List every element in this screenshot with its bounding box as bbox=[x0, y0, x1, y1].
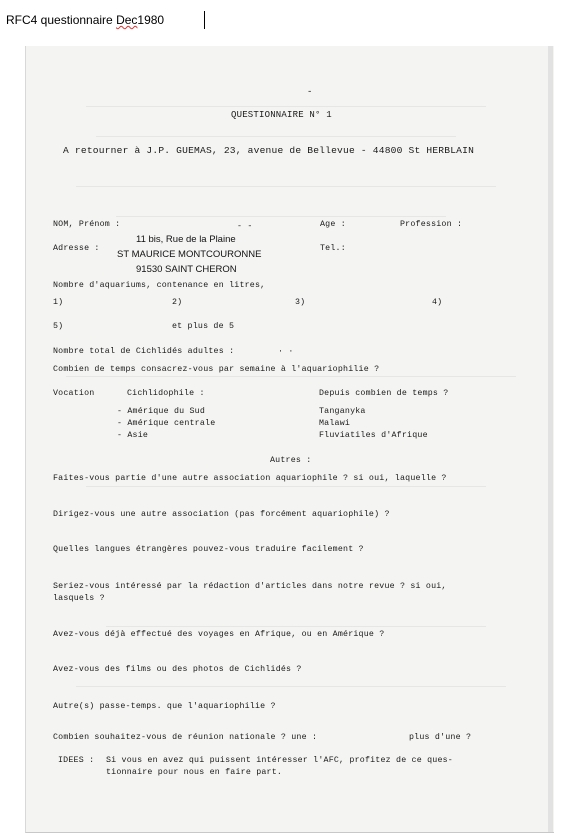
region-malawi: Malawi bbox=[319, 419, 351, 428]
question-articles-cont: lasquels ? bbox=[53, 594, 105, 603]
document-title: RFC4 questionnaire Dec1980 bbox=[6, 13, 165, 27]
scan-mark: - bbox=[307, 87, 313, 97]
aquarium-slot-4: 4) bbox=[432, 298, 443, 307]
reunion-option-plus: plus d'une ? bbox=[409, 733, 472, 742]
question-association: Faites-vous partie d'une autre association aquariophile ? si oui, laquelle ? bbox=[53, 474, 447, 483]
aquarium-slot-5: 5) bbox=[53, 322, 64, 331]
aquarium-slot-2: 2) bbox=[172, 298, 183, 307]
address-line-2: ST MAURICE MONTCOURONNE bbox=[117, 249, 262, 260]
region-fluviatiles: Fluviatiles d'Afrique bbox=[319, 431, 428, 440]
idees-line-2: tionnaire pour nous en faire part. bbox=[106, 768, 283, 777]
depuis-label: Depuis combien de temps ? bbox=[319, 389, 449, 398]
cichlides-total-label: Nombre total de Cichlidés adultes : bbox=[53, 347, 235, 356]
scanned-page bbox=[25, 46, 554, 833]
tel-label: Tel.: bbox=[320, 244, 346, 253]
vocation-label: Vocation bbox=[53, 389, 95, 398]
text-cursor bbox=[204, 11, 205, 29]
region-amerique-sud: - Amérique du Sud bbox=[117, 407, 206, 416]
aquarium-more: et plus de 5 bbox=[172, 322, 235, 331]
region-amerique-centrale: - Amérique centrale bbox=[117, 419, 216, 428]
page-edge-shadow bbox=[548, 46, 553, 832]
idees-label: IDEES : bbox=[58, 756, 95, 765]
nom-label: NOM, Prénom : bbox=[53, 220, 121, 229]
form-title: QUESTIONNAIRE N° 1 bbox=[231, 110, 332, 120]
question-diriger: Dirigez-vous une autre association (pas forcément aquariophile) ? bbox=[53, 510, 390, 519]
autres-heading: Autres : bbox=[270, 456, 312, 465]
region-asie: - Asie bbox=[117, 431, 149, 440]
cichlidophile-label: Cichlidophile : bbox=[127, 389, 205, 398]
return-address: A retourner à J.P. GUEMAS, 23, avenue de Bellevue - 44800 St HERBLAIN bbox=[63, 145, 475, 156]
question-films: Avez-vous des films ou des photos de Cichlidés ? bbox=[53, 665, 302, 674]
address-line-3: 91530 SAINT CHERON bbox=[136, 264, 237, 275]
idees-line-1: Si vous en avez qui puissent intéresser l'AFC, profitez de ce ques- bbox=[106, 756, 453, 765]
aquarium-slot-1: 1) bbox=[53, 298, 64, 307]
scan-mark: - - bbox=[237, 222, 253, 231]
question-articles: Seriez-vous intéressé par la rédaction d'articles dans notre revue ? si oui, bbox=[53, 582, 447, 591]
address-line-1: 11 bis, Rue de la Plaine bbox=[136, 234, 236, 245]
scan-mark: · · bbox=[278, 347, 294, 356]
aquarium-slot-3: 3) bbox=[295, 298, 306, 307]
region-tanganyka: Tanganyka bbox=[319, 407, 366, 416]
aquariums-label: Nombre d'aquariums, contenance en litres, bbox=[53, 281, 266, 290]
question-passe-temps: Autre(s) passe-temps. que l'aquariophilie ? bbox=[53, 702, 276, 711]
question-langues: Quelles langues étrangères pouvez-vous traduire facilement ? bbox=[53, 545, 364, 554]
adresse-label: Adresse : bbox=[53, 244, 100, 253]
temps-question: Combien de temps consacrez-vous par semaine à l'aquariophilie ? bbox=[53, 365, 380, 374]
question-reunion: Combien souhaitez-vous de réunion nationale ? une : bbox=[53, 733, 318, 742]
spellcheck-squiggle: Dec bbox=[116, 13, 138, 27]
age-label: Age : bbox=[320, 220, 346, 229]
profession-label: Profession : bbox=[400, 220, 463, 229]
question-voyages: Avez-vous déjà effectué des voyages en Afrique, ou en Amérique ? bbox=[53, 630, 385, 639]
